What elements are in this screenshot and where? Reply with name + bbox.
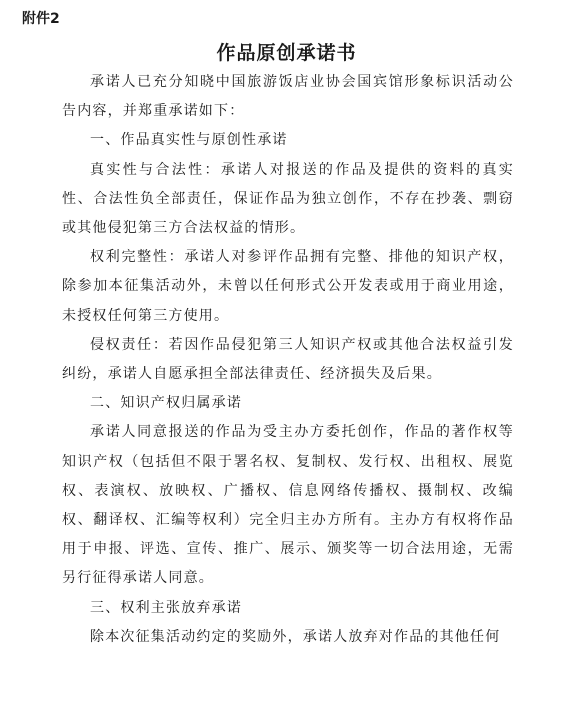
paragraph-infringement: 侵权责任：若因作品侵犯第三人知识产权或其他合法权益引发纠纷，承诺人自愿承担全部法律责任、经济损失及后果。 (62, 336, 514, 383)
document-title: 作品原创承诺书 (216, 42, 357, 64)
intro-paragraph: 承诺人已充分知晓中国旅游饭店业协会国宾馆形象标识活动公告内容，并郑重承诺如下： (62, 74, 514, 120)
paragraph-waiver: 除本次征集活动约定的奖励外，承诺人放弃对作品的其他任何 (90, 628, 501, 645)
section-heading-1: 一、作品真实性与原创性承诺 (90, 132, 288, 149)
section-heading-2: 二、知识产权归属承诺 (90, 395, 242, 412)
document-body (62, 68, 514, 652)
attachment-label: 附件2 (22, 11, 60, 27)
paragraph-ip-ownership: 承诺人同意报送的作品为受主办方委托创作，作品的著作权等知识产权（包括但不限于署名权、复制权、发行权、出租权、展览权、表演权、放映权、广播权、信息网络传播权、摄制权、改编权、翻译权、汇编等权利）完全归主办方所有。主办方有权将作品用于申报、评选、宣传、推广、展示、颁奖等一切合法用途，无需另行征得承诺人同意。 (62, 424, 514, 587)
section-heading-3: 三、权利主张放弃承诺 (90, 599, 242, 616)
paragraph-authenticity: 真实性与合法性：承诺人对报送的作品及提供的资料的真实性、合法性负全部责任，保证作品为独立创作，不存在抄袭、剽窃或其他侵犯第三方合法权益的情形。 (62, 161, 514, 237)
paragraph-rights-integrity: 权利完整性：承诺人对参评作品拥有完整、排他的知识产权，除参加本征集活动外，未曾以任何形式公开发表或用于商业用途，未授权任何第三方使用。 (62, 249, 514, 324)
